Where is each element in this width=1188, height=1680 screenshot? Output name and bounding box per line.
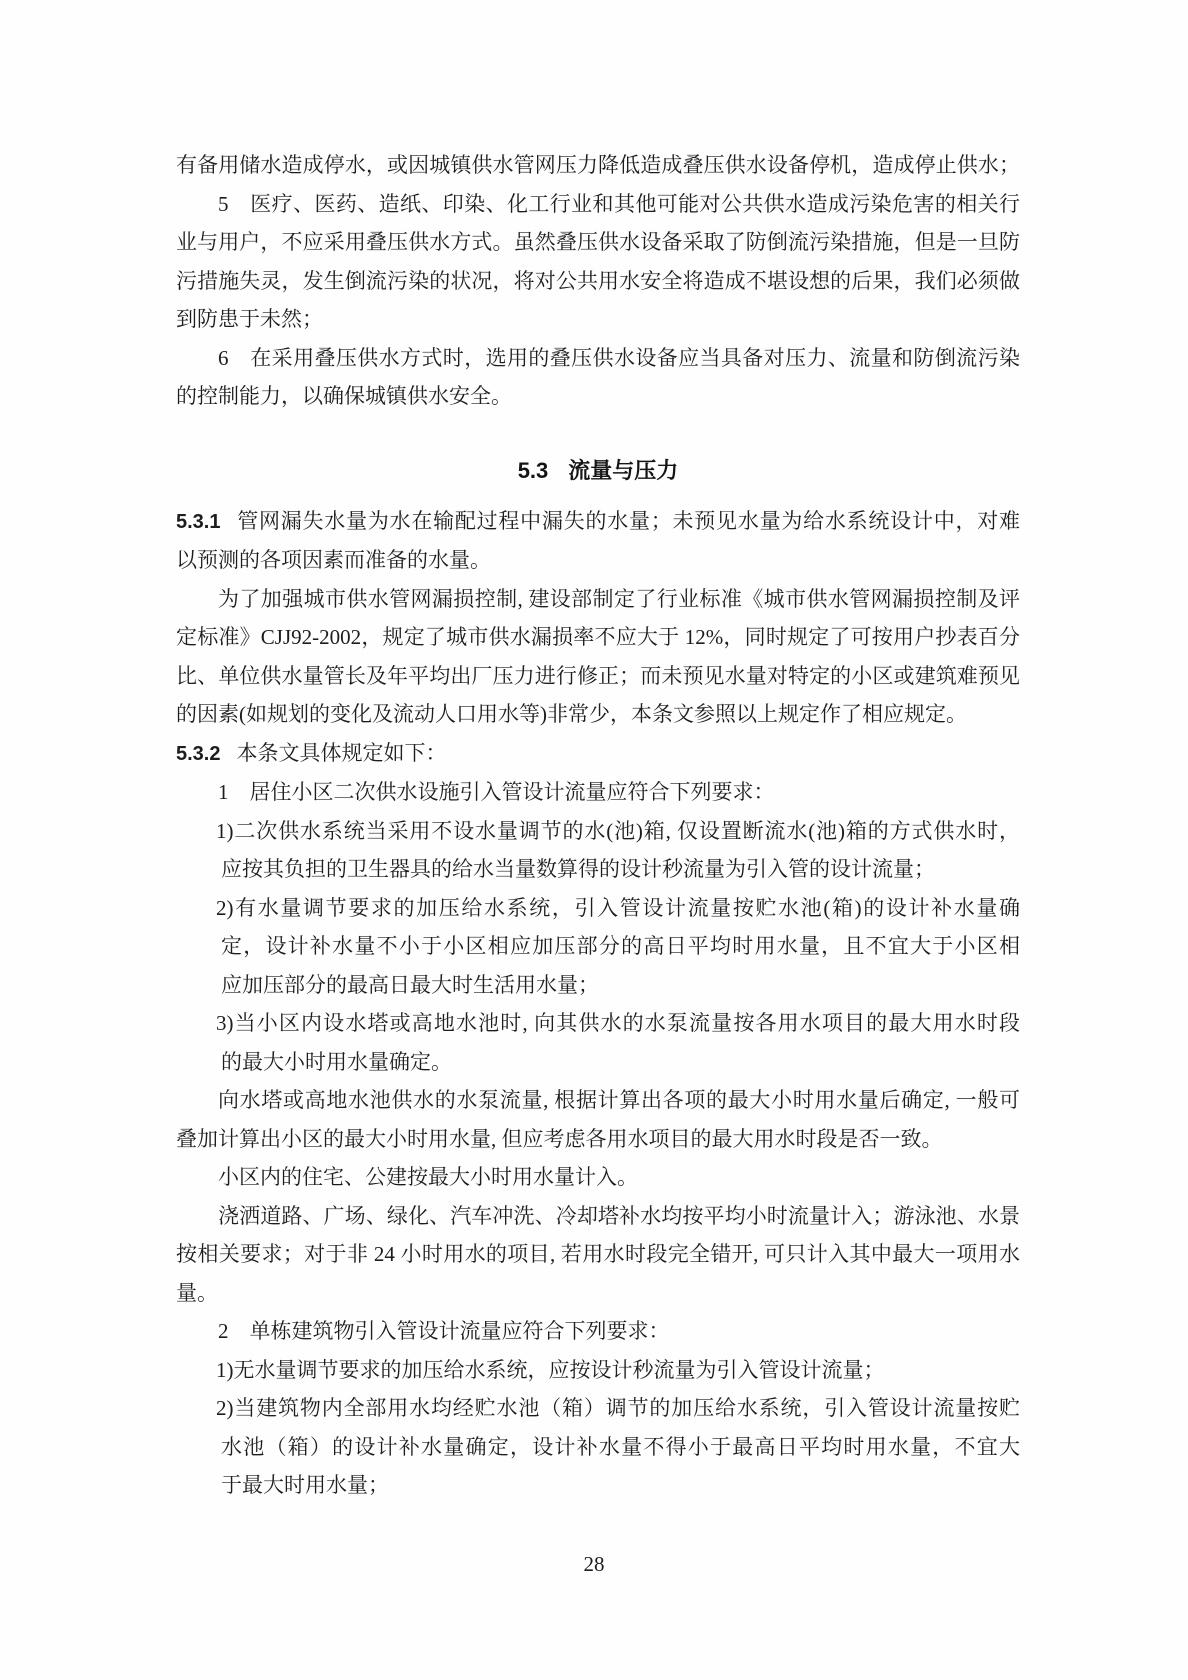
section-heading <box>176 452 1020 490</box>
intro-paragraphs <box>176 146 1020 416</box>
text-line: 业与用户，不应采用叠压供水方式。虽然叠压供水设备采取了防倒流污染措施，但是一旦防 <box>176 230 1020 254</box>
paragraph <box>176 773 1020 812</box>
paragraph <box>176 339 1020 416</box>
text-line: 应加压部分的最高日最大时生活用水量； <box>221 972 599 997</box>
text-line: 6 在采用叠压供水方式时，选用的叠压供水设备应当具备对压力、流量和防倒流污染 <box>218 345 1020 370</box>
text-line: 1)无水量调节要求的加压给水系统，应按设计秒流量为引入管设计流量； <box>216 1357 885 1382</box>
paragraph <box>176 1158 1020 1197</box>
document-body <box>176 146 1020 1505</box>
paragraph <box>176 1004 1020 1081</box>
text-line: 2)当建筑物内全部用水均经贮水池（箱）调节的加压给水系统，引入管设计流量按贮 <box>216 1396 1020 1420</box>
text-line: 应按其负担的卫生器具的给水当量数算得的设计秒流量为引入管的设计流量； <box>221 857 935 881</box>
paragraph <box>176 146 1020 185</box>
text-line: 污措施失灵，发生倒流污染的状况，将对公共用水安全将造成不堪设想的后果，我们必须做 <box>176 268 1020 293</box>
clause-paragraph <box>176 734 1020 774</box>
text-line: 有备用储水造成停水，或因城镇供水管网压力降低造成叠压供水设备停机，造成停止供水； <box>176 153 1020 177</box>
text-line: 1 居住小区二次供水设施引入管设计流量应符合下列要求： <box>218 780 775 804</box>
paragraph <box>176 1197 1020 1313</box>
clause-number: 5.3.1 <box>176 510 221 533</box>
text-line: 叠加计算出小区的最大小时用水量, 但应考虑各用水项目的最大用水时段是否一致。 <box>176 1126 943 1151</box>
text-line: 5.3.2 本条文具体规定如下： <box>176 740 447 765</box>
text-line: 量。 <box>176 1280 218 1305</box>
paragraph <box>176 1081 1020 1158</box>
paragraph <box>176 580 1020 734</box>
clause-paragraph <box>176 502 1020 580</box>
text-line: 5 医疗、医药、造纸、印染、化工行业和其他可能对公共供水造成污染危害的相关行 <box>218 191 1020 216</box>
clause-number: 5.3.2 <box>176 742 221 765</box>
text-line: 定标准》CJJ92-2002，规定了城市供水漏损率不应大于 12%，同时规定了可按用户抄表百分 <box>176 625 1020 649</box>
clause-paragraphs <box>176 502 1020 1505</box>
text-line: 于最大时用水量； <box>221 1473 389 1497</box>
text-line: 的控制能力，以确保城镇供水安全。 <box>176 384 512 408</box>
paragraph <box>176 1389 1020 1505</box>
text-line: 1)二次供水系统当采用不设水量调节的水(池)箱, 仅设置断流水(池)箱的方式供水时， <box>216 818 1020 843</box>
text-line: 按相关要求；对于非 24 小时用水的项目, 若用水时段完全错开, 可只计入其中最大一项用水 <box>176 1242 1020 1266</box>
text-line: 比、单位供水量管长及年平均出厂压力进行修正；而未预见水量对特定的小区或建筑难预见 <box>176 663 1020 688</box>
text-line: 小区内的住宅、公建按最大小时用水量计入。 <box>218 1165 638 1189</box>
page-number: 28 <box>583 1552 605 1576</box>
text-line: 的因素(如规划的变化及流动人口用水等)非常少，本条文参照以上规定作了相应规定。 <box>176 702 967 726</box>
paragraph <box>176 812 1020 889</box>
text-line: 3)当小区内设水塔或高地水池时, 向其供水的水泵流量按各用水项目的最大用水时段 <box>216 1011 1020 1035</box>
text-line: 以预测的各项因素而准备的水量。 <box>176 548 491 572</box>
text-line: 的最大小时用水量确定。 <box>221 1049 452 1074</box>
paragraph <box>176 889 1020 1005</box>
text-line: 2 单栋建筑物引入管设计流量应符合下列要求： <box>218 1319 670 1343</box>
text-line: 水池（箱）的设计补水量确定，设计补水量不得小于最高日平均时用水量，不宜大 <box>221 1434 1020 1459</box>
text-line: 为了加强城市供水管网漏损控制, 建设部制定了行业标准《城市供水管网漏损控制及评 <box>218 586 1020 611</box>
text-line: 浇洒道路、广场、绿化、汽车冲洗、冷却塔补水均按平均小时流量计入；游泳池、水景 <box>218 1203 1020 1228</box>
paragraph <box>176 1351 1020 1390</box>
paragraph <box>176 185 1020 339</box>
text-line: 定，设计补水量不小于小区相应加压部分的高日平均时用水量，且不宜大于小区相 <box>221 934 1020 958</box>
text-line: 向水塔或高地水池供水的水泵流量, 根据计算出各项的最大小时用水量后确定, 一般可 <box>218 1088 1020 1112</box>
text-line: 2)有水量调节要求的加压给水系统，引入管设计流量按贮水池(箱)的设计补水量确 <box>216 895 1020 920</box>
section-heading-title: 流量与压力 <box>568 457 679 483</box>
section-heading-number: 5.3 <box>517 457 549 483</box>
paragraph <box>176 1312 1020 1351</box>
text-line: 到防患于未然； <box>176 307 323 331</box>
text-line: 5.3.1 管网漏失水量为水在输配过程中漏失的水量；未预见水量为给水系统设计中，对难 <box>176 508 1020 533</box>
